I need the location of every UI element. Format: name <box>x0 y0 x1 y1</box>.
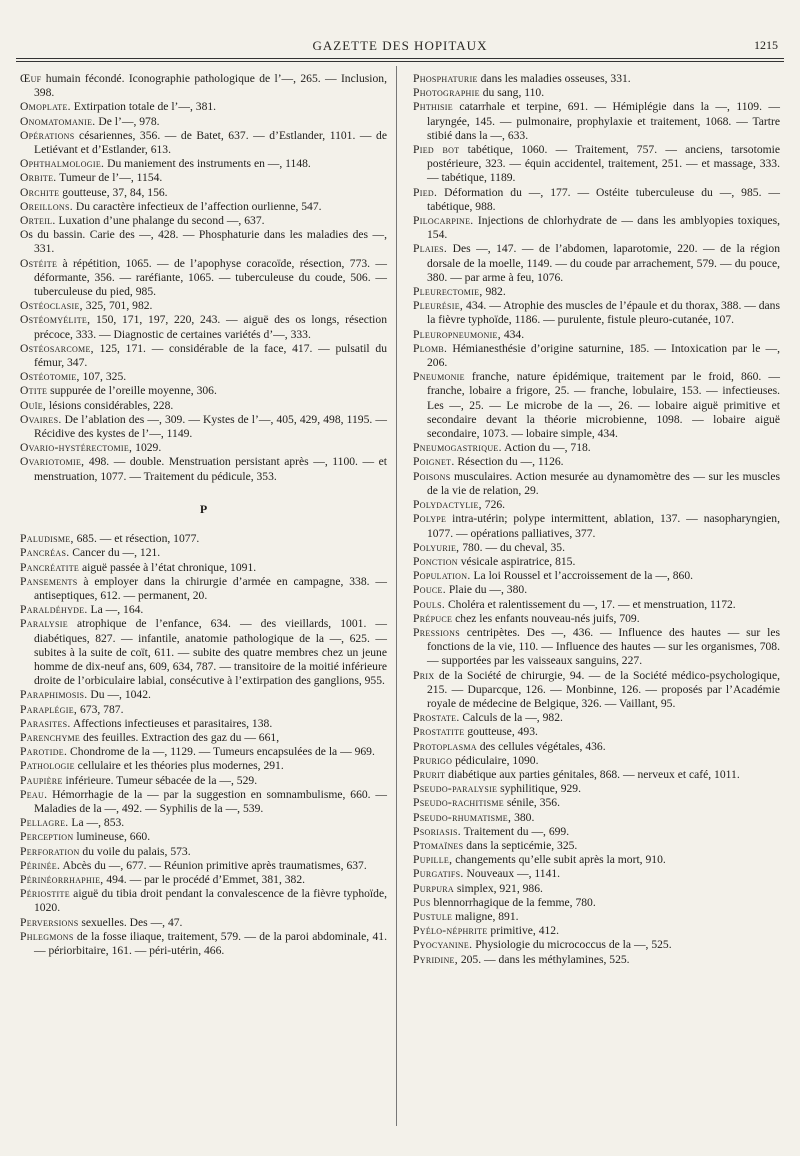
entry-headword: Pyocyanine. <box>413 938 473 952</box>
entry-headword: Ophthalmologie. <box>20 157 105 171</box>
entry-text: Traitement du —, 699. <box>460 824 570 838</box>
index-entry <box>413 910 780 924</box>
entry-text: Hémianesthésie d’origine saturnine, 185. — Intoxication par le —, 206. <box>427 341 780 370</box>
entry-text: 107, 325. <box>79 370 127 384</box>
entry-headword: Perforation <box>20 844 80 858</box>
entry-headword: Opérations <box>20 128 75 142</box>
index-entry <box>413 796 780 810</box>
index-entry <box>20 887 387 915</box>
entry-headword: Pseudo-paralysie <box>413 782 498 796</box>
index-entry <box>413 86 780 100</box>
entry-text: franche, nature épidémique, traitement par le froid, 860. — franche, lobaire a frigore, 25. — franche, lobulaire, 153. — infectieuses. Les —, 25. — Le microbe de la —, 26. — lobaire aiguë primitive et secondaire devant la théorie microbienne, 1098. — lobaire aiguë secondaire, 1073. — lobaire simple, 434. <box>427 370 780 441</box>
entry-text: intra-utérin; polype intermittent, ablation, 137. — nasopharyngien, 1077. — opérations palliatives, 377. <box>427 512 780 540</box>
index-entry <box>413 455 780 469</box>
entry-text: Chondrome de la —, 1129. — Tumeurs encapsulées de la — 969. <box>67 745 375 759</box>
entry-headword: Purpura <box>413 881 455 895</box>
index-entry <box>413 811 780 825</box>
entry-text: 205. — dans les méthylamines, 525. <box>457 952 630 966</box>
index-entry <box>413 583 780 597</box>
entry-headword: Prurigo <box>413 753 453 767</box>
column-divider <box>396 66 397 1126</box>
entry-text: à répétition, 1065. — de l’apophyse coracoïde, résection, 773. — déformante, 356. — raréfiante, 1065. — tuberculeuse du coude, 506. — tuberculeuse du pied, 985. <box>34 256 387 299</box>
entry-text: aiguë passée à l’état chronique, 1091. <box>79 560 257 574</box>
entry-headword: Poignet. <box>413 455 455 469</box>
index-entry <box>20 688 387 702</box>
entry-headword: Pied. <box>413 185 438 199</box>
index-entry <box>413 598 780 612</box>
index-entry <box>20 214 387 228</box>
entry-headword: Pyridine, <box>413 952 458 966</box>
entry-text: musculaires. Action mesurée au dynamomètre des — sur les muscles de la vie de relation, 29. <box>427 469 780 497</box>
index-entry <box>20 455 387 483</box>
index-entry <box>413 512 780 540</box>
index-entry <box>413 72 780 86</box>
index-entry <box>20 228 387 256</box>
entry-headword: Ouïe, <box>20 398 47 412</box>
index-entry <box>20 313 387 341</box>
index-entry <box>20 384 387 398</box>
entry-headword: Œuf <box>20 72 42 85</box>
header-rule <box>16 58 784 59</box>
entry-text: Cancer du —, 121. <box>69 546 161 560</box>
entry-text: Injections de chlorhydrate de — dans les amblyopies toxiques, 154. <box>427 214 780 242</box>
index-entry <box>413 924 780 938</box>
entry-text: Action du —, 718. <box>501 441 591 455</box>
entry-headword: Pressions <box>413 625 460 639</box>
entry-text: La loi Roussel et l’accroissement de la —, 860. <box>470 569 694 583</box>
index-entry <box>413 882 780 896</box>
page-number: 1215 <box>754 38 778 52</box>
entry-text: Choléra et ralentissement du —, 17. — et menstruation, 1172. <box>445 597 736 611</box>
index-entry <box>413 100 780 143</box>
entry-headword: Polyurie, <box>413 540 460 554</box>
entry-text: cellulaire et les théories plus modernes, 291. <box>74 759 284 773</box>
entry-headword: Phlegmons <box>20 929 74 943</box>
index-entry <box>413 612 780 626</box>
index-entry <box>413 470 780 498</box>
index-entry <box>20 830 387 844</box>
entry-text: goutteuse, 37, 84, 156. <box>59 185 168 199</box>
entry-headword: Psoriasis. <box>413 824 461 838</box>
entry-headword: Pathologie <box>20 759 75 773</box>
entry-text: Plaie du —, 380. <box>445 583 528 597</box>
index-entries-p <box>20 532 387 958</box>
entry-text: goutteuse, 493. <box>464 725 538 739</box>
entry-text: Physiologie du micrococcus de la —, 525. <box>472 938 672 952</box>
entry-text: Affections infectieuses et parasitaires, 138. <box>70 716 273 730</box>
index-entry <box>20 129 387 157</box>
entry-headword: Pus <box>413 895 431 909</box>
index-entry <box>413 725 780 739</box>
entry-text: maligne, 891. <box>452 909 519 923</box>
index-entry <box>20 100 387 114</box>
entry-text: 780. — du cheval, 35. <box>459 540 565 554</box>
entry-headword: Périostite <box>20 887 70 901</box>
entry-headword: Ostéite <box>20 256 58 270</box>
index-entry <box>413 896 780 910</box>
entry-text: 434. — Atrophie des muscles de l’épaule et du thorax, 388. — dans la fièvre typhoïde, 1186. — purulente, fistule pleuro-cutanée, 107. <box>427 299 780 327</box>
index-entry <box>413 498 780 512</box>
entry-headword: Périnéorrhaphie, <box>20 872 104 886</box>
index-entry <box>413 370 780 441</box>
index-entry <box>20 257 387 300</box>
entry-headword: Ptomaïnes <box>413 838 464 852</box>
entry-headword: Orbite. <box>20 171 57 185</box>
index-entry <box>413 867 780 881</box>
left-column <box>20 72 387 958</box>
entry-headword: Ostéoclasie, <box>20 299 83 313</box>
index-entries-o <box>20 72 387 484</box>
entry-headword: Ostéotomie, <box>20 370 80 384</box>
entry-text: Os du bassin. Carie des —, 428. — Phosphaturie dans les maladies des —, 331. <box>20 228 387 256</box>
entry-text: Hémorrhagie de la — par la suggestion en somnambulisme, 660. — Maladies de la —, 492. — Syphilis de la —, 539. <box>34 787 387 815</box>
index-entry <box>413 342 780 370</box>
entry-text: suppurée de l’oreille moyenne, 306. <box>47 384 217 398</box>
entry-headword: Paraldéhyde. <box>20 603 88 617</box>
entry-headword: Phosphaturie <box>413 72 478 85</box>
index-entry <box>413 569 780 583</box>
entry-headword: Parotide. <box>20 745 68 759</box>
entry-text: sénile, 356. <box>503 796 560 810</box>
index-entry <box>20 342 387 370</box>
entry-headword: Polype <box>413 512 447 526</box>
entry-text: chez les enfants nouveau-nés juifs, 709. <box>452 611 640 625</box>
entry-text: diabétique aux parties génitales, 868. — nerveux et café, 1011. <box>445 767 740 781</box>
index-entry <box>413 214 780 242</box>
entry-text: du voile du palais, 573. <box>79 844 191 858</box>
entry-headword: Pellagre. <box>20 816 69 830</box>
index-entry <box>413 825 780 839</box>
entry-text: aiguë du tibia droit pendant la convalescence de la fièvre typhoïde, 1020. <box>34 887 387 915</box>
index-entry <box>20 603 387 617</box>
entry-headword: Plomb. <box>413 341 448 355</box>
entry-headword: Pied bot <box>413 143 460 157</box>
entry-text: 1029. <box>132 441 162 455</box>
index-entry <box>20 788 387 816</box>
entry-text: catarrhale et terpine, 691. — Hémiplégie dans la —, 1109. — laryngée, 145. — pulmonaire, prophylaxie et traitement, 1068. — Tartre stibié dans la —, 633. <box>427 100 780 142</box>
entry-headword: Pleuropneumonie, <box>413 327 501 341</box>
entry-text: centripètes. Des —, 436. — Influence des hautes — sur les fonctions de la vie, 110. — Influence des hautes — sur les organismes, 708. — supportées par les vaisseaux sanguins, 227. <box>427 625 780 668</box>
right-column <box>413 72 780 967</box>
index-entry <box>20 370 387 384</box>
index-entry <box>20 413 387 441</box>
index-entry <box>20 930 387 958</box>
entry-text: 982. <box>482 285 506 299</box>
entry-text: 498. — double. Menstruation persistant après —, 1100. — et menstruation, 1077. — Traitement du pédicule, 353. <box>34 455 387 483</box>
entry-text: 125, 171. — considérable de la face, 417. — pulsatil du fémur, 347. <box>34 341 387 370</box>
index-entry <box>20 575 387 603</box>
entry-headword: Perversions <box>20 915 79 929</box>
header-rule-double <box>16 61 784 62</box>
index-entry <box>20 561 387 575</box>
entry-text: Calculs de la —, 982. <box>459 711 563 725</box>
index-entry <box>20 72 387 100</box>
entry-headword: Pouce. <box>413 583 446 597</box>
entry-text: La —, 853. <box>68 816 125 830</box>
entry-text: atrophique de l’enfance, 634. — des vieillards, 1001. — diabétiques, 827. — infantile, anatomie pathologique de la —, 625. — subites à la suite de coït, 611. — subite des quatre membres chez un jeune homme de dix-neuf ans, 609, 634, 787. — transitoire de la moitié inférieure droite de l’orbiculaire labial, consécutive à l’extirpation des ganglions, 955. <box>34 617 387 688</box>
entry-headword: Onomatomanie. <box>20 114 96 128</box>
entry-text: de la fosse iliaque, traitement, 579. — de la paroi abdominale, 41. — périorbitaire, 161. — péri-utérin, 466. <box>34 929 387 957</box>
entry-headword: Paludisme, <box>20 532 74 546</box>
entry-text: 673, 787. <box>77 702 124 716</box>
entry-text: Luxation d’une phalange du second —, 637. <box>55 214 265 228</box>
entry-headword: Pustule <box>413 909 453 923</box>
entry-text: 380. <box>511 810 535 824</box>
entry-text: Du caractère infectieux de l’affection ourlienne, 547. <box>72 199 322 213</box>
index-entry <box>20 157 387 171</box>
entry-text: La —, 164. <box>87 603 144 617</box>
entry-headword: Ostéomyélite, <box>20 313 91 327</box>
entry-text: blennorrhagique de la femme, 780. <box>430 895 596 909</box>
page-header <box>0 38 800 60</box>
entry-headword: Pansements <box>20 574 78 588</box>
index-entry <box>20 873 387 887</box>
entry-headword: Parenchyme <box>20 730 81 744</box>
entry-headword: Polydactylie, <box>413 498 482 512</box>
index-entry <box>413 555 780 569</box>
index-entry <box>20 532 387 546</box>
entry-headword: Photographie <box>413 86 480 100</box>
entry-headword: Ovariotomie, <box>20 455 85 469</box>
index-entry <box>20 731 387 745</box>
entry-headword: Pleurésie, <box>413 299 464 313</box>
index-entry <box>20 745 387 759</box>
entry-text: 494. — par le procédé d’Emmet, 381, 382. <box>103 872 306 886</box>
entry-text: inférieure. Tumeur sébacée de la —, 529. <box>62 773 258 787</box>
entry-headword: Oreillons. <box>20 199 73 213</box>
entry-headword: Paraphimosis. <box>20 688 88 702</box>
entry-headword: Pouls. <box>413 597 446 611</box>
entry-text: à employer dans la chirurgie d’armée en campagne, 338. — antiseptiques, 612. — permanent, 20. <box>34 574 387 602</box>
entry-text: sexuelles. Des —, 47. <box>78 915 183 929</box>
entry-text: 685. — et résection, 1077. <box>73 532 200 546</box>
entry-text: Extirpation totale de l’—, 381. <box>70 100 217 114</box>
entry-headword: Omoplate. <box>20 100 71 114</box>
index-entry <box>413 853 780 867</box>
entry-headword: Orteil. <box>20 214 56 228</box>
index-entry <box>413 541 780 555</box>
entry-text: syphilitique, 929. <box>497 782 581 796</box>
index-entry <box>20 546 387 560</box>
entry-text: 325, 701, 982. <box>82 299 153 313</box>
entry-headword: Paupière <box>20 773 63 787</box>
entry-headword: Peau. <box>20 787 48 801</box>
entry-text: Du maniement des instruments en —, 1148. <box>104 157 311 171</box>
index-entry <box>413 782 780 796</box>
entry-headword: Orchite <box>20 185 60 199</box>
entry-text: 434. <box>500 327 525 341</box>
entry-headword: Prix <box>413 668 435 682</box>
index-entry <box>413 143 780 186</box>
entry-text: césariennes, 356. — de Batet, 637. — d’Estlander, 1101. — de Letiévant et d’Estlander, 613. <box>34 128 387 157</box>
index-entry <box>413 285 780 299</box>
entry-headword: Perception <box>20 830 74 844</box>
index-entry <box>20 115 387 129</box>
entry-text: 726. <box>481 498 506 512</box>
entry-text: 150, 171, 197, 220, 243. — aiguë des os longs, résection précoce, 333. — Diagnostic de certaines variétés d’—, 333. <box>34 313 387 341</box>
index-entry <box>20 200 387 214</box>
entry-headword: Ostéosarcome, <box>20 341 94 355</box>
entry-text: dans les maladies osseuses, 331. <box>477 72 631 85</box>
index-entry <box>20 441 387 455</box>
entry-headword: Paralysie <box>20 617 68 631</box>
entry-text: Nouveaux —, 1141. <box>463 867 561 881</box>
index-entry <box>20 171 387 185</box>
entry-headword: Parasites. <box>20 716 71 730</box>
index-entry <box>20 186 387 200</box>
index-entries-right <box>413 72 780 967</box>
index-entry <box>413 711 780 725</box>
entry-headword: Purgatifs. <box>413 867 464 881</box>
entry-headword: Otite <box>20 384 48 398</box>
index-entry <box>413 186 780 214</box>
index-entry <box>413 740 780 754</box>
index-entry <box>413 839 780 853</box>
index-entry <box>413 242 780 285</box>
entry-headword: Pneumonie <box>413 370 465 384</box>
section-letter: P <box>199 501 208 516</box>
entry-headword: Prostate. <box>413 711 460 725</box>
entry-text: humain fécondé. Iconographie pathologique de l’—, 265. — Inclusion, 398. <box>34 72 387 100</box>
entry-text: dans la septicémie, 325. <box>463 838 578 852</box>
entry-headword: Pseudo-rhumatisme, <box>413 810 512 824</box>
entry-headword: Prépuce <box>413 611 453 625</box>
entry-headword: Poisons <box>413 469 451 483</box>
entry-headword: Pleurectomie, <box>413 285 483 299</box>
entry-headword: Pancréas. <box>20 546 70 560</box>
index-entry <box>20 299 387 313</box>
index-entry <box>413 768 780 782</box>
index-entry <box>20 859 387 873</box>
entry-headword: Pseudo-rachitisme <box>413 796 504 810</box>
entry-headword: Pancréatite <box>20 560 80 574</box>
index-entry <box>413 953 780 967</box>
index-entry <box>413 328 780 342</box>
index-entry <box>20 845 387 859</box>
entry-headword: Prurit <box>413 767 446 781</box>
index-entry <box>20 816 387 830</box>
running-title: GAZETTE DES HOPITAUX <box>312 38 488 53</box>
entry-headword: Pyélo-néphrite <box>413 924 488 938</box>
entry-text: De l’ablation des —, 309. — Kystes de l’—, 405, 429, 498, 1195. — Récidive des kystes de l’—, 1149. <box>34 412 387 441</box>
index-entry <box>413 626 780 669</box>
entry-headword: Pneumogastrique. <box>413 441 502 455</box>
entry-text: simplex, 921, 986. <box>454 881 543 895</box>
entry-headword: Pupille, <box>413 853 453 867</box>
index-entry <box>413 938 780 952</box>
entry-text: Tumeur de l’—, 1154. <box>56 171 163 185</box>
entry-text: Résection du —, 1126. <box>454 455 564 469</box>
entry-text: du sang, 110. <box>479 86 545 100</box>
index-entry <box>20 703 387 717</box>
entry-text: vésicale aspiratrice, 815. <box>457 554 576 568</box>
entry-headword: Paraplégie, <box>20 702 78 716</box>
entry-text: Déformation du —, 177. — Ostéite tuberculeuse du —, 985. — tabétique, 988. <box>427 185 780 213</box>
entry-text: des cellules végétales, 436. <box>476 739 606 753</box>
entry-headword: Périnée. <box>20 858 61 872</box>
index-entry <box>413 669 780 712</box>
entry-headword: Ponction <box>413 554 458 568</box>
index-entry <box>20 759 387 773</box>
index-entry <box>20 399 387 413</box>
index-entry <box>413 754 780 768</box>
index-entry <box>20 774 387 788</box>
entry-headword: Protoplasma <box>413 739 477 753</box>
entry-headword: Ovario-hystérectomie, <box>20 441 133 455</box>
entry-text: pédiculaire, 1090. <box>452 753 539 767</box>
entry-headword: Phthisie <box>413 100 453 114</box>
entry-text: primitive, 412. <box>487 924 560 938</box>
entry-text: de la Société de chirurgie, 94. — de la Société médico-psychologique, 215. — Duparcque, 126. — Monbinne, 126. — proposés par l’Académie royale de médecine de Belgique, 326. — Vaillant, 95. <box>427 668 780 710</box>
entry-headword: Ovaires. <box>20 412 62 426</box>
index-entry <box>20 916 387 930</box>
entry-text: Du —, 1042. <box>87 688 151 702</box>
entry-headword: Population. <box>413 569 471 583</box>
index-entry <box>20 717 387 731</box>
entry-headword: Plaies. <box>413 242 448 256</box>
index-entry <box>20 617 387 688</box>
entry-text: tabétique, 1060. — Traitement, 757. — anciens, tarsotomie postérieure, 323. — équin accidentel, traitement, 251. — et massage, 333. — tabétique, 1189. <box>427 143 780 185</box>
entry-headword: Pilocarpine. <box>413 214 474 228</box>
entry-headword: Prostatite <box>413 725 465 739</box>
entry-text: De l’—, 978. <box>95 114 160 128</box>
entry-text: Abcès du —, 677. — Réunion primitive après traumatismes, 637. <box>60 858 367 872</box>
entry-text: changements qu’elle subit après la mort, 910. <box>452 853 666 867</box>
entry-text: Des —, 147. — de l’abdomen, laparotomie, 220. — de la région dorsale de la moelle, 1149. — du coude par arrachement, 579. — du pouce, 380. — par arme à feu, 1076. <box>427 242 780 284</box>
entry-text: des feuilles. Extraction des gaz du — 661, <box>80 730 280 744</box>
index-entry <box>413 441 780 455</box>
entry-text: lumineuse, 660. <box>73 830 151 844</box>
entry-text: lésions considérables, 228. <box>46 398 174 412</box>
index-entry <box>413 299 780 327</box>
